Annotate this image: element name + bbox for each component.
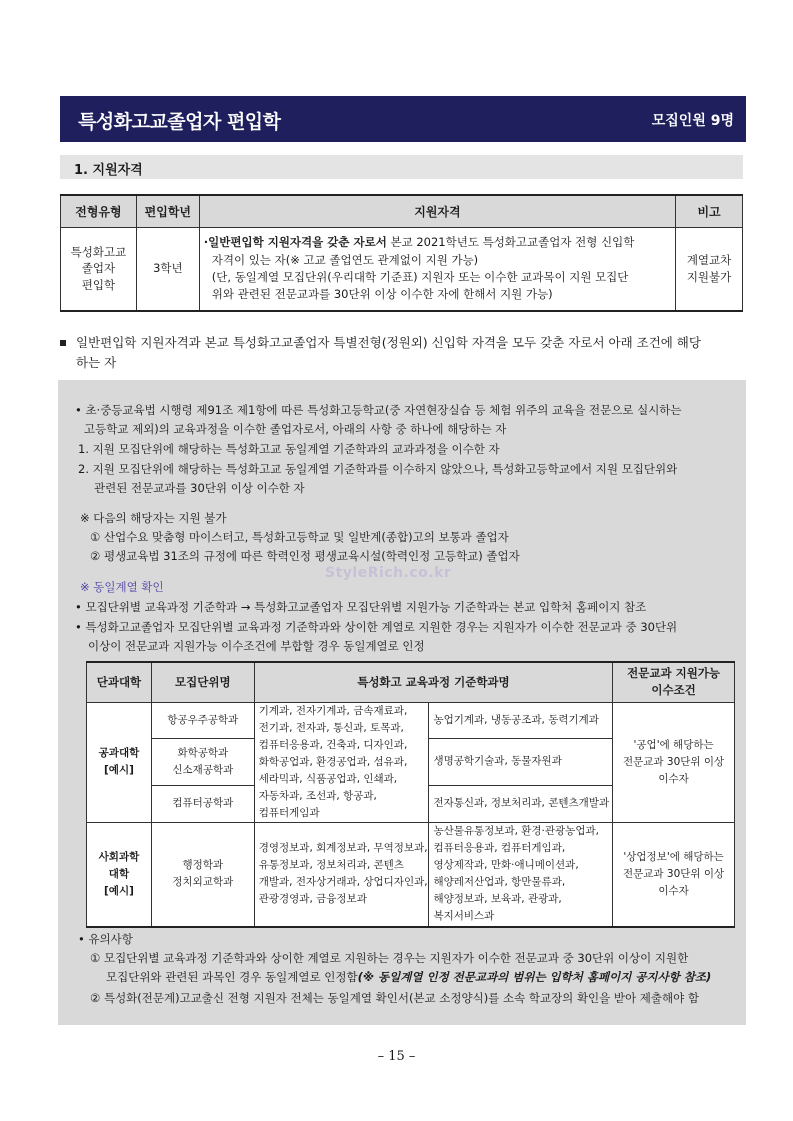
condition-line: 이수자 xyxy=(658,884,689,897)
exclusion-item: ② 평생교육법 31조의 규정에 따른 학력인정 평생교육시설(학력인정 고등학교) 졸업자 xyxy=(90,549,520,563)
condition-text: 고등학교 제외)의 교육과정을 이수한 졸업자로서, 아래의 사항 중 하나에 해당하는 자 xyxy=(84,422,507,436)
college-line: 대학 xyxy=(108,867,130,880)
dept-line: 해양레저산업과, 항만물류과, xyxy=(433,876,566,889)
type-cell xyxy=(61,227,137,311)
condition-text: • 초·중등교육법 시행령 제91조 제1항에 따른 특성화고등학교(중 자연현장실습 등 체험 위주의 교육을 전문으로 실시하는 xyxy=(75,403,682,417)
note-paragraph xyxy=(60,333,750,373)
square-bullet-icon xyxy=(60,340,66,346)
quota-label: 모집인원 9명 xyxy=(651,113,734,129)
same-field-item: • 모집단위별 교육과정 기준학과 → 특성화고교졸업자 모집단위별 지원가능 기준학과는 본교 입학처 홈페이지 참조 xyxy=(75,600,647,614)
unit-chemical xyxy=(151,738,254,785)
unit-social xyxy=(151,822,254,927)
dept-line: 경영정보과, 회계정보과, 무역정보과, xyxy=(258,842,428,855)
dept-line: 자동차과, 조선과, 항공과, xyxy=(258,789,377,802)
dept-line: 컴퓨터응용과, 컴퓨터게임과, xyxy=(433,842,566,855)
same-field-item: • 특성화고교졸업자 모집단위별 교육과정 기준학과와 상이한 계열로 지원한 경우는 지원자가 이수한 전문교과 중 30단위 xyxy=(75,620,678,634)
college-line: [예시] xyxy=(104,764,134,776)
dept-line: 해양정보과, 보육과, 관광과, xyxy=(433,893,562,906)
page-title: 특성화고교졸업자 편입학 xyxy=(78,111,281,133)
caution-text: 모집단위와 관련된 과목인 경우 동일계열로 인정함 xyxy=(106,970,358,984)
note-line: 일반편입학 지원자격과 본교 특성화고교졸업자 특별전형(정원외) 신입학 자격을 모두 갖춘 자로서 아래 조건에 해당 xyxy=(76,335,701,350)
dept-line: 화학공업과, 환경공업과, 섬유과, xyxy=(258,755,408,768)
eligibility-table xyxy=(60,194,743,312)
social-condition xyxy=(613,822,735,927)
caution-emphasis: (※ 동일계열 인정 전문교과의 범위는 입학처 홈페이지 공지사항 참조) xyxy=(357,970,712,984)
title-bar xyxy=(60,96,746,142)
dept-line: 컴퓨터응용과, 건축과, 디자인과, xyxy=(258,738,408,751)
caution-item-1-cont xyxy=(106,968,711,986)
grade-cell: 3학년 xyxy=(136,227,199,311)
note-line: 하는 자 xyxy=(76,355,117,370)
dept-line: 전기과, 전자과, 통신과, 토목과, xyxy=(258,721,404,734)
header-condition-line: 이수조건 xyxy=(651,683,696,698)
same-field-item: 이상이 전문교과 지원가능 이수조건에 부합할 경우 동일계열로 인정 xyxy=(88,639,425,653)
header-standard-dept: 특성화고 교육과정 기준학과명 xyxy=(254,662,612,702)
college-line: [예시] xyxy=(104,884,134,897)
dept-line: 영상제작과, 만화·애니메이션과, xyxy=(433,859,579,872)
header-unit: 모집단위명 xyxy=(151,662,254,702)
remark-cell xyxy=(676,227,743,311)
engineering-college-cell xyxy=(87,702,152,822)
qual-text: 본교 2021학년도 특성화고교졸업자 전형 신입학 xyxy=(386,235,635,250)
dept-line: 기계과, 전자기계과, 금속재료과, xyxy=(258,704,408,717)
computer-extra-depts: 전자통신과, 정보처리과, 콘텐츠개발과 xyxy=(429,786,613,822)
unit-computer: 컴퓨터공학과 xyxy=(151,786,254,822)
same-field-title: ※ 동일계열 확인 xyxy=(80,580,164,594)
unit-line: 화학공학과 xyxy=(177,746,229,759)
college-line: 사회과학 xyxy=(98,850,140,863)
condition-line: 이수자 xyxy=(658,772,689,785)
condition-line: '공업'에 해당하는 xyxy=(633,738,714,751)
dept-line: 농산물유통정보과, 환경·관광농업과, xyxy=(433,825,599,838)
dept-line: 복지서비스과 xyxy=(433,910,495,923)
caution-item-2: ② 특성화(전문계)고교출신 전형 지원자 전체는 동일계열 확인서(본교 소정양식)를 소속 학교장의 확인을 받아 제출해야 함 xyxy=(90,991,700,1005)
header-condition-line: 전문교과 지원가능 xyxy=(627,666,721,681)
page-number: – 15 – xyxy=(377,1049,416,1064)
condition-item-1: 1. 지원 모집단위에 해당하는 특성화고교 동일계열 기준학과의 교과과정을 이수한 자 xyxy=(78,442,500,456)
social-college-cell xyxy=(87,822,152,927)
college-line: 공과대학 xyxy=(98,747,140,759)
header-type: 전형유형 xyxy=(61,195,137,227)
section-header xyxy=(60,155,743,179)
condition-item-2: 2. 지원 모집단위에 해당하는 특성화고교 동일계열 기준학과를 이수하지 않았으나, 특성화고등학교에서 지원 모집단위와 xyxy=(78,462,678,476)
qual-text: 자격이 있는 자(※ 고교 졸업연도 관계없이 지원 가능) xyxy=(211,252,479,267)
qual-text: 위와 관련된 전문교과를 30단위 이상 이수한 자에 한해서 지원 가능) xyxy=(211,287,553,301)
unit-aerospace: 항공우주공학과 xyxy=(151,702,254,738)
header-condition xyxy=(613,662,735,702)
exclusion-title: ※ 다음의 해당자는 지원 불가 xyxy=(80,511,227,525)
condition-text: 관련된 전문교과를 30단위 이상 이수한 자 xyxy=(94,481,305,495)
qual-text: (단, 동일계열 모집단위(우리대학 기준표) 지원자 또는 이수한 교과목이 지원 모집단 xyxy=(211,269,629,284)
section-title: 1. 지원자격 xyxy=(74,163,143,178)
remark-line: 계열교차 xyxy=(686,253,732,268)
chemical-extra-depts: 생명공학기술과, 동물자원과 xyxy=(429,738,613,785)
condition-line: '상업정보'에 해당하는 xyxy=(623,850,724,863)
engineering-common-depts xyxy=(254,702,429,822)
qual-bold: ·일반편입학 지원자격을 갖춘 자로서 xyxy=(203,235,387,250)
caution-title: • 유의사항 xyxy=(78,932,133,946)
remark-line: 지원불가 xyxy=(686,269,732,284)
type-line: 편입학 xyxy=(81,278,116,293)
dept-line: 개발과, 전자상거래과, 상업디자인과, xyxy=(258,876,428,889)
unit-line: 행정학과 xyxy=(182,859,224,872)
social-extra-depts xyxy=(429,822,613,927)
header-qualification: 지원자격 xyxy=(199,195,675,227)
header-remark: 비고 xyxy=(676,195,743,227)
dept-line: 세라믹과, 식품공업과, 인쇄과, xyxy=(258,772,398,785)
header-grade: 편입학년 xyxy=(136,195,199,227)
condition-line: 전문교과 30단위 이상 xyxy=(622,755,725,768)
dept-line: 관광경영과, 금융정보과 xyxy=(258,893,367,906)
dept-line: 유통정보과, 정보처리과, 콘텐츠 xyxy=(258,859,404,872)
dept-line: 컴퓨터게임과 xyxy=(258,806,320,819)
watermark: StyleRich.co.kr xyxy=(325,565,452,581)
exclusion-item: ① 산업수요 맞춤형 마이스터고, 특성화고등학교 및 일반계(종합)고의 보통과 졸업자 xyxy=(90,530,509,544)
type-line: 졸업자 xyxy=(81,261,116,276)
social-common-depts xyxy=(254,822,429,927)
engineering-condition xyxy=(613,702,735,822)
aerospace-extra-depts: 농업기계과, 냉동공조과, 동력기계과 xyxy=(429,702,613,738)
header-college: 단과대학 xyxy=(87,662,152,702)
unit-line: 신소재공학과 xyxy=(172,763,234,776)
unit-line: 정치외교학과 xyxy=(172,876,234,889)
qualification-cell xyxy=(199,227,675,311)
example-table xyxy=(86,661,735,928)
type-line: 특성화고교 xyxy=(70,244,127,259)
condition-line: 전문교과 30단위 이상 xyxy=(622,867,725,880)
caution-item-1: ① 모집단위별 교육과정 기준학과와 상이한 계열로 지원하는 경우는 지원자가 이수한 전문교과 중 30단위 이상이 지원한 xyxy=(90,951,689,965)
